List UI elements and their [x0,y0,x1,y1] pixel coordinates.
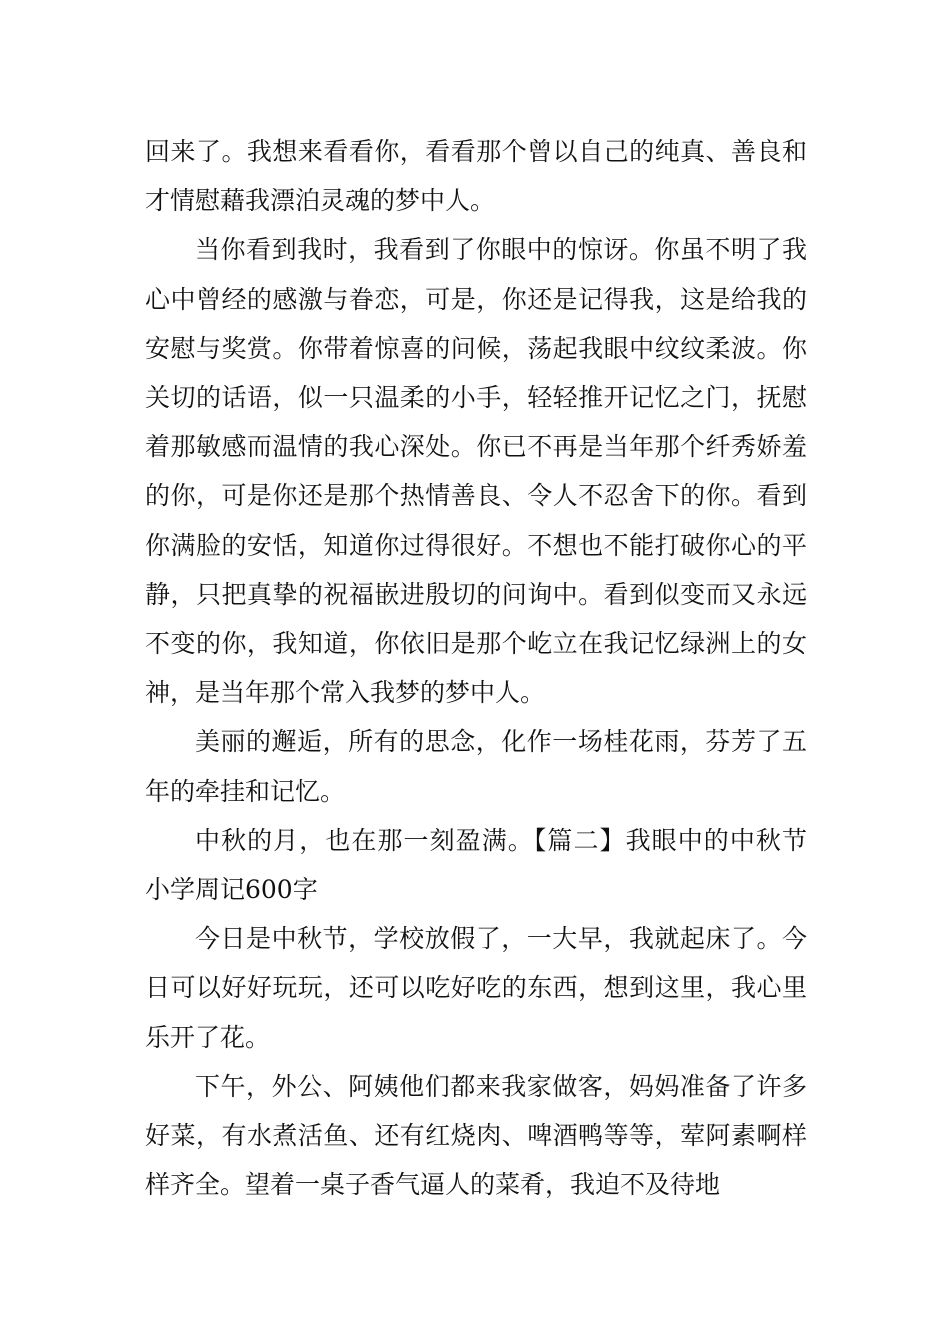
paragraph-6: 下午，外公、阿姨他们都来我家做客，妈妈准备了许多好菜，有水煮活鱼、还有红烧肉、啤酒鸭等等，荤阿素啊样样齐全。望着一桌子香气逼人的菜肴，我迫不及待地 [145,1071,807,1200]
paragraph-5: 今日是中秋节，学校放假了，一大早，我就起床了。今日可以好好玩玩，还可以吃好吃的东西，想到这里，我心里乐开了花。 [145,924,807,1052]
paragraph-3: 美丽的邂逅，所有的思念，化作一场桂花雨，芬芳了五年的牵挂和记忆。 [145,727,807,806]
paragraph-2: 当你看到我时，我看到了你眼中的惊讶。你虽不明了我心中曾经的感激与眷恋，可是，你还是记得我，这是给我的安慰与奖赏。你带着惊喜的问候，荡起我眼中纹纹柔波。你关切的话语，似一只温柔的小手，轻轻推开记忆之门，抚慰着那敏感而温情的我心深处。你已不再是当年那个纤秀娇羞的你，可是你还是那个热情善良、令人不忍舍下的你。看到你满脸的安恬，知道你过得很好。不想也不能打破你心的平静，只把真挚的祝福嵌进殷切的问询中。看到似变而又永远不变的你，我知道，你依旧是那个屹立在我记忆绿洲上的女神，是当年那个常入我梦的梦中人。 [145,235,807,708]
paragraph-4: 中秋的月，也在那一刻盈满。【篇二】我眼中的中秋节小学周记600字 [145,825,807,905]
paragraph-1: 回来了。我想来看看你，看看那个曾以自己的纯真、善良和才情慰藉我漂泊灵魂的梦中人。 [145,137,807,216]
document-body [145,127,807,1209]
